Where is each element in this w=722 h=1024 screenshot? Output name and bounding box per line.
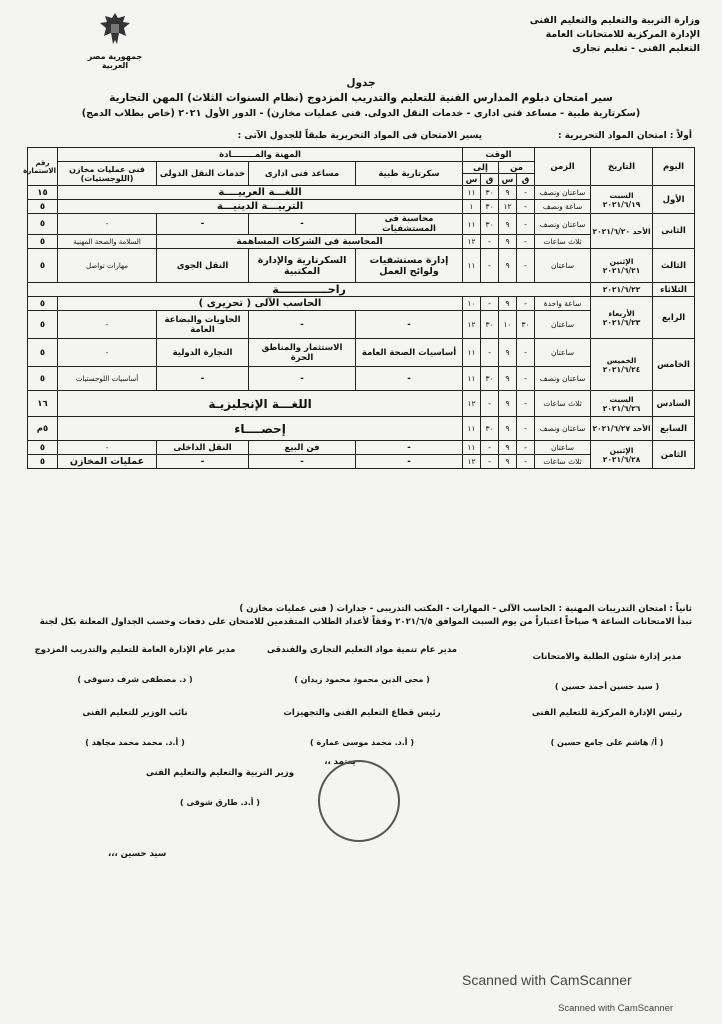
- table-row: [28, 214, 695, 235]
- signature-4: [512, 708, 702, 747]
- cell-ts: ١١: [463, 367, 481, 391]
- sig-name: ( سيد حسين أحمد حسين ): [554, 682, 660, 691]
- cell-dur: ساعتان: [535, 311, 591, 339]
- cell-code: ٥: [28, 441, 58, 455]
- sig-title: رئيس قطاع التعليم الفنى والتجهيزات: [283, 708, 441, 718]
- signature-2: [262, 645, 462, 684]
- cell-date: الأحد ٢٠٢١/٦/٢٧: [591, 417, 653, 441]
- minister-signature: [130, 768, 310, 807]
- col-p2: مساعد فنى ادارى: [249, 162, 356, 186]
- cell-ts: ١١: [463, 417, 481, 441]
- cell-p1: محاسبة فى المستشفيات: [356, 214, 463, 235]
- cell-date: الأحد ٢٠٢١/٦/٢٠: [591, 214, 653, 249]
- cell-code: ٥: [28, 455, 58, 469]
- col-from-q: ق: [517, 174, 535, 186]
- cell-dur: ثلاث ساعات: [535, 391, 591, 417]
- exam-schedule-table: [23, 147, 695, 469]
- title-2: سير امتحان دبلوم المدارس الفنية للتعليم والتدريب المزدوج (نظام السنوات الثلاث) المهن التجارية: [109, 92, 613, 104]
- cell-ts: ١١: [463, 441, 481, 455]
- cell-fq: -: [517, 417, 535, 441]
- official-stamp: [318, 760, 400, 842]
- note-1: ثانياً : امتحان التدريبات المهنية : الحاسب الآلى - المهارات - المكتب التدريبى - جدارات ( فنى عمليات مخازن ): [239, 604, 692, 614]
- sig-name: ( أ.د. محمد محمد مجاهد ): [85, 738, 185, 747]
- sig-title: مدير إدارة شئون الطلبة والامتحانات: [532, 652, 682, 662]
- republic-name: جمهورية مصر العربية: [87, 52, 143, 70]
- title-3: (سكرتارية طبية - مساعد فنى ادارى - خدمات النقل الدولى. فنى عمليات مخازن) - الدور الأول ٢٠٢١ (خاص بطلاب الدمج): [81, 108, 641, 119]
- cell-fq: -: [517, 200, 535, 214]
- cell-merged: الحاسب الآلى ( تحريرى ): [58, 297, 463, 311]
- cell-tq: -: [481, 249, 499, 283]
- sig-title: مدير عام الإدارة العامة للتعليم والتدريب المزدوج: [34, 645, 236, 655]
- cell-p4: أساسيات اللوجستيات: [58, 367, 157, 391]
- cell-date: السبت ٢٠٢١/٦/١٩: [591, 186, 653, 214]
- cell-ts: ١١: [463, 186, 481, 200]
- cell-date: السبت ٢٠٢١/٦/٢٦: [591, 391, 653, 417]
- cell-fs: ٩: [499, 455, 517, 469]
- table-row: [28, 283, 695, 297]
- cell-date: الخميس ٢٠٢١/٦/٢٤: [591, 339, 653, 391]
- cell-code: ٥: [28, 214, 58, 235]
- cell-tq: -: [481, 297, 499, 311]
- cell-dur: ساعة واحدة: [535, 297, 591, 311]
- cell-p4: -: [58, 441, 157, 455]
- cell-fs: ١٢: [499, 200, 517, 214]
- col-form-no: رقم الاستمارة: [28, 148, 58, 186]
- cell-code: ٥: [28, 311, 58, 339]
- cell-p4: مهارات تواصل: [58, 249, 157, 283]
- table-row: [28, 297, 695, 311]
- cell-fq: ٣٠: [517, 311, 535, 339]
- cell-code: ٥: [28, 297, 58, 311]
- cell-day: السادس: [653, 391, 695, 417]
- cell-fq: -: [517, 297, 535, 311]
- col-to: إلى: [463, 162, 499, 174]
- cell-p1: -: [356, 441, 463, 455]
- cell-tq: ٣٠: [481, 417, 499, 441]
- cell-day: الرابع: [653, 297, 695, 339]
- cell-tq: -: [481, 339, 499, 367]
- sig-name: ( أ.د. محمد موسى عمارة ): [310, 738, 414, 747]
- cell-fq: -: [517, 249, 535, 283]
- sig-title: مدير عام تنمية مواد التعليم التجارى والفندقى: [266, 645, 458, 655]
- cell-p4: -: [58, 311, 157, 339]
- table-row: [28, 186, 695, 200]
- signature-1: [512, 652, 702, 691]
- cell-code: ٥: [28, 249, 58, 283]
- cell-dur: ساعتان: [535, 441, 591, 455]
- sig-name: ( محى الدين محمود محمود زيدان ): [294, 675, 430, 684]
- cell-p1: -: [356, 455, 463, 469]
- sig-name: ( أ/ هاشم على جامع حسين ): [550, 738, 664, 747]
- cell-fs: ٩: [499, 214, 517, 235]
- cell-ts: ١: [463, 200, 481, 214]
- col-p1: سكرتارية طبية: [356, 162, 463, 186]
- cell-fq: -: [517, 214, 535, 235]
- cell-fs: ٩: [499, 235, 517, 249]
- cell-code: ١٥: [28, 186, 58, 200]
- cell-dur: ساعتان ونصف: [535, 417, 591, 441]
- footer-name: سيد حسين ،،،: [108, 849, 167, 859]
- titles-block: [40, 76, 682, 121]
- scanner-watermark-2: Scanned with CamScanner: [558, 1003, 674, 1014]
- cell-date: ٢٠٢١/٦/٢٢: [591, 283, 653, 297]
- col-profession: المهنة والمــــــــادة: [58, 148, 463, 162]
- cell-ts: ١٢: [463, 391, 481, 417]
- cell-merged3: المحاسبة فى الشركات المساهمة: [157, 235, 463, 249]
- cell-dur: ساعتان ونصف: [535, 186, 591, 200]
- cell-dur: ساعة ونصف: [535, 200, 591, 214]
- ministry-header: [500, 14, 700, 56]
- cell-dur: ثلاث ساعات: [535, 455, 591, 469]
- cell-fs: ٩: [499, 339, 517, 367]
- cell-p4: عمليات المخازن: [58, 455, 157, 469]
- cell-ts: ١٢: [463, 235, 481, 249]
- cell-p4: -: [58, 339, 157, 367]
- col-timing: الوقت: [463, 148, 535, 162]
- ministry-line-3: التعليم الفنى - تعليم تجارى: [572, 43, 700, 54]
- cell-fs: ٩: [499, 367, 517, 391]
- col-duration: الزمن: [535, 148, 591, 186]
- cell-fq: -: [517, 391, 535, 417]
- col-from: من: [499, 162, 535, 174]
- cell-p3: -: [157, 455, 249, 469]
- sig-name: ( د. مصطفى شرف دسوقى ): [77, 675, 193, 684]
- cell-tq: -: [481, 235, 499, 249]
- cell-tq: ٣٠: [481, 311, 499, 339]
- table-row: [28, 391, 695, 417]
- cell-p2: -: [249, 214, 356, 235]
- table-row: [28, 339, 695, 367]
- signature-3: [30, 645, 240, 684]
- cell-dur: ساعتان ونصف: [535, 214, 591, 235]
- cell-p2: الاستثمار والمناطق الحرة: [249, 339, 356, 367]
- cell-ts: ١١: [463, 249, 481, 283]
- cell-p1: -: [356, 367, 463, 391]
- ministry-line-1: وزارة التربية والتعليم والتعليم الفنى: [529, 15, 700, 26]
- cell-dur: ساعتان: [535, 249, 591, 283]
- cell-fq: -: [517, 339, 535, 367]
- cell-fs: ٩: [499, 391, 517, 417]
- sig-title: نائب الوزير للتعليم الفنى: [82, 708, 188, 718]
- approval-label: يعتمد ،،: [324, 757, 356, 767]
- note-2: تبدأ الامتحانات الساعة ٩ صباحاً اعتباراً من يوم السبت الموافق ٢٠٢١/٦/٥ وفقاً لأعداد الطلاب المتقدمين للامتحان على دفعات وحسب الجداول المعلنة بكل لجنة: [39, 617, 692, 627]
- cell-code: ٥: [28, 339, 58, 367]
- cell-p1: -: [356, 311, 463, 339]
- cell-merged: التربيـــة الدينيـــة: [58, 200, 463, 214]
- cell-p4: السلامة والصحة المهنية: [58, 235, 157, 249]
- cell-p2: -: [249, 311, 356, 339]
- eagle-emblem-icon: [97, 10, 133, 48]
- col-to-q: ق: [481, 174, 499, 186]
- cell-code: ٥م: [28, 417, 58, 441]
- cell-tq: ٣٠: [481, 214, 499, 235]
- cell-fs: ٩: [499, 441, 517, 455]
- cell-p3: -: [157, 214, 249, 235]
- cell-fs: ٩: [499, 417, 517, 441]
- cell-day: الثلاثاء: [653, 283, 695, 297]
- cell-tq: -: [481, 391, 499, 417]
- cell-tq: -: [481, 455, 499, 469]
- cell-p3: -: [157, 367, 249, 391]
- cell-p3: النقل الداخلى: [157, 441, 249, 455]
- cell-fq: -: [517, 367, 535, 391]
- cell-day: السابع: [653, 417, 695, 441]
- cell-tq: ٣٠: [481, 186, 499, 200]
- cell-fs: ٩: [499, 297, 517, 311]
- table-row: [28, 417, 695, 441]
- cell-tq: ٣٠: [481, 200, 499, 214]
- cell-date: الإثنين ٢٠٢١/٦/٢٨: [591, 441, 653, 469]
- cell-day: الأول: [653, 186, 695, 214]
- cell-tq: ٣٠: [481, 367, 499, 391]
- section-1-note: يسير الامتحان فى المواد التحريرية طبقاً للجدول الآتى :: [237, 131, 482, 141]
- cell-p3: الحاويات والبضاعة العامة: [157, 311, 249, 339]
- col-p4: فنى عمليات مخازن (اللوجستيات): [58, 162, 157, 186]
- cell-p1: أساسيات الصحة العامة: [356, 339, 463, 367]
- cell-p2: فن البيع: [249, 441, 356, 455]
- cell-ts: ١٢: [463, 455, 481, 469]
- cell-ts: ١٢: [463, 311, 481, 339]
- cell-code: ٥: [28, 235, 58, 249]
- cell-merged: اللغـــة العربيــــة: [58, 186, 463, 200]
- cell-p2: -: [249, 455, 356, 469]
- cell-fs: ٩: [499, 249, 517, 283]
- cell-dur: ساعتان: [535, 339, 591, 367]
- sig-title: وزير التربية والتعليم والتعليم الفنى: [146, 768, 294, 778]
- cell-p4: -: [58, 214, 157, 235]
- cell-day: الثامن: [653, 441, 695, 469]
- section-1-label: أولاً : امتحان المواد التحريرية :: [557, 131, 692, 141]
- cell-dur: ساعتان ونصف: [535, 367, 591, 391]
- cell-code: ٥: [28, 200, 58, 214]
- cell-fq: -: [517, 455, 535, 469]
- table-row: [28, 249, 695, 283]
- sig-title: رئيس الإدارة المركزية للتعليم الفنى: [531, 708, 683, 718]
- col-date: التاريخ: [591, 148, 653, 186]
- scanner-watermark-1: Scanned with CamScanner: [462, 972, 632, 988]
- cell-tq: -: [481, 441, 499, 455]
- cell-merged: اللغـــة الإنجليزيـة: [58, 391, 463, 417]
- cell-day: الثانى: [653, 214, 695, 249]
- cell-p1: إدارة مستشفيات ولوائح العمل: [356, 249, 463, 283]
- table-header-row: [28, 148, 695, 162]
- col-from-s: س: [499, 174, 517, 186]
- cell-p2: السكرتارية والإدارة المكتبية: [249, 249, 356, 283]
- col-day: اليوم: [653, 148, 695, 186]
- ministry-line-2: الإدارة المركزية للامتحانات العامة: [545, 29, 700, 40]
- cell-fs: ٩: [499, 186, 517, 200]
- table-row: [28, 441, 695, 455]
- signature-5: [262, 708, 462, 747]
- cell-rest: راحـــــــــــــة: [28, 283, 591, 297]
- cell-date: الإثنين ٢٠٢١/٦/٢١: [591, 249, 653, 283]
- cell-ts: ١٠: [463, 297, 481, 311]
- title-1: جدول: [346, 77, 376, 89]
- cell-date: الأربعاء ٢٠٢١/٦/٢٣: [591, 297, 653, 339]
- col-p3: خدمات النقل الدولى: [157, 162, 249, 186]
- cell-fq: -: [517, 441, 535, 455]
- cell-code: ٥: [28, 367, 58, 391]
- cell-fq: -: [517, 186, 535, 200]
- signature-6: [40, 708, 230, 747]
- cell-ts: ١١: [463, 339, 481, 367]
- cell-ts: ١١: [463, 214, 481, 235]
- sig-name: ( أ.د. طارق شوقى ): [180, 798, 260, 807]
- cell-p2: -: [249, 367, 356, 391]
- republic-logo: [80, 10, 150, 70]
- cell-day: الثالث: [653, 249, 695, 283]
- cell-p3: النقل الجوى: [157, 249, 249, 283]
- cell-merged: إحصــــاء: [58, 417, 463, 441]
- cell-day: الخامس: [653, 339, 695, 391]
- cell-fs: ١٠: [499, 311, 517, 339]
- cell-code: ١٦: [28, 391, 58, 417]
- col-to-s: س: [463, 174, 481, 186]
- cell-dur: ثلاث ساعات: [535, 235, 591, 249]
- cell-fq: -: [517, 235, 535, 249]
- cell-p3: التجارة الدولية: [157, 339, 249, 367]
